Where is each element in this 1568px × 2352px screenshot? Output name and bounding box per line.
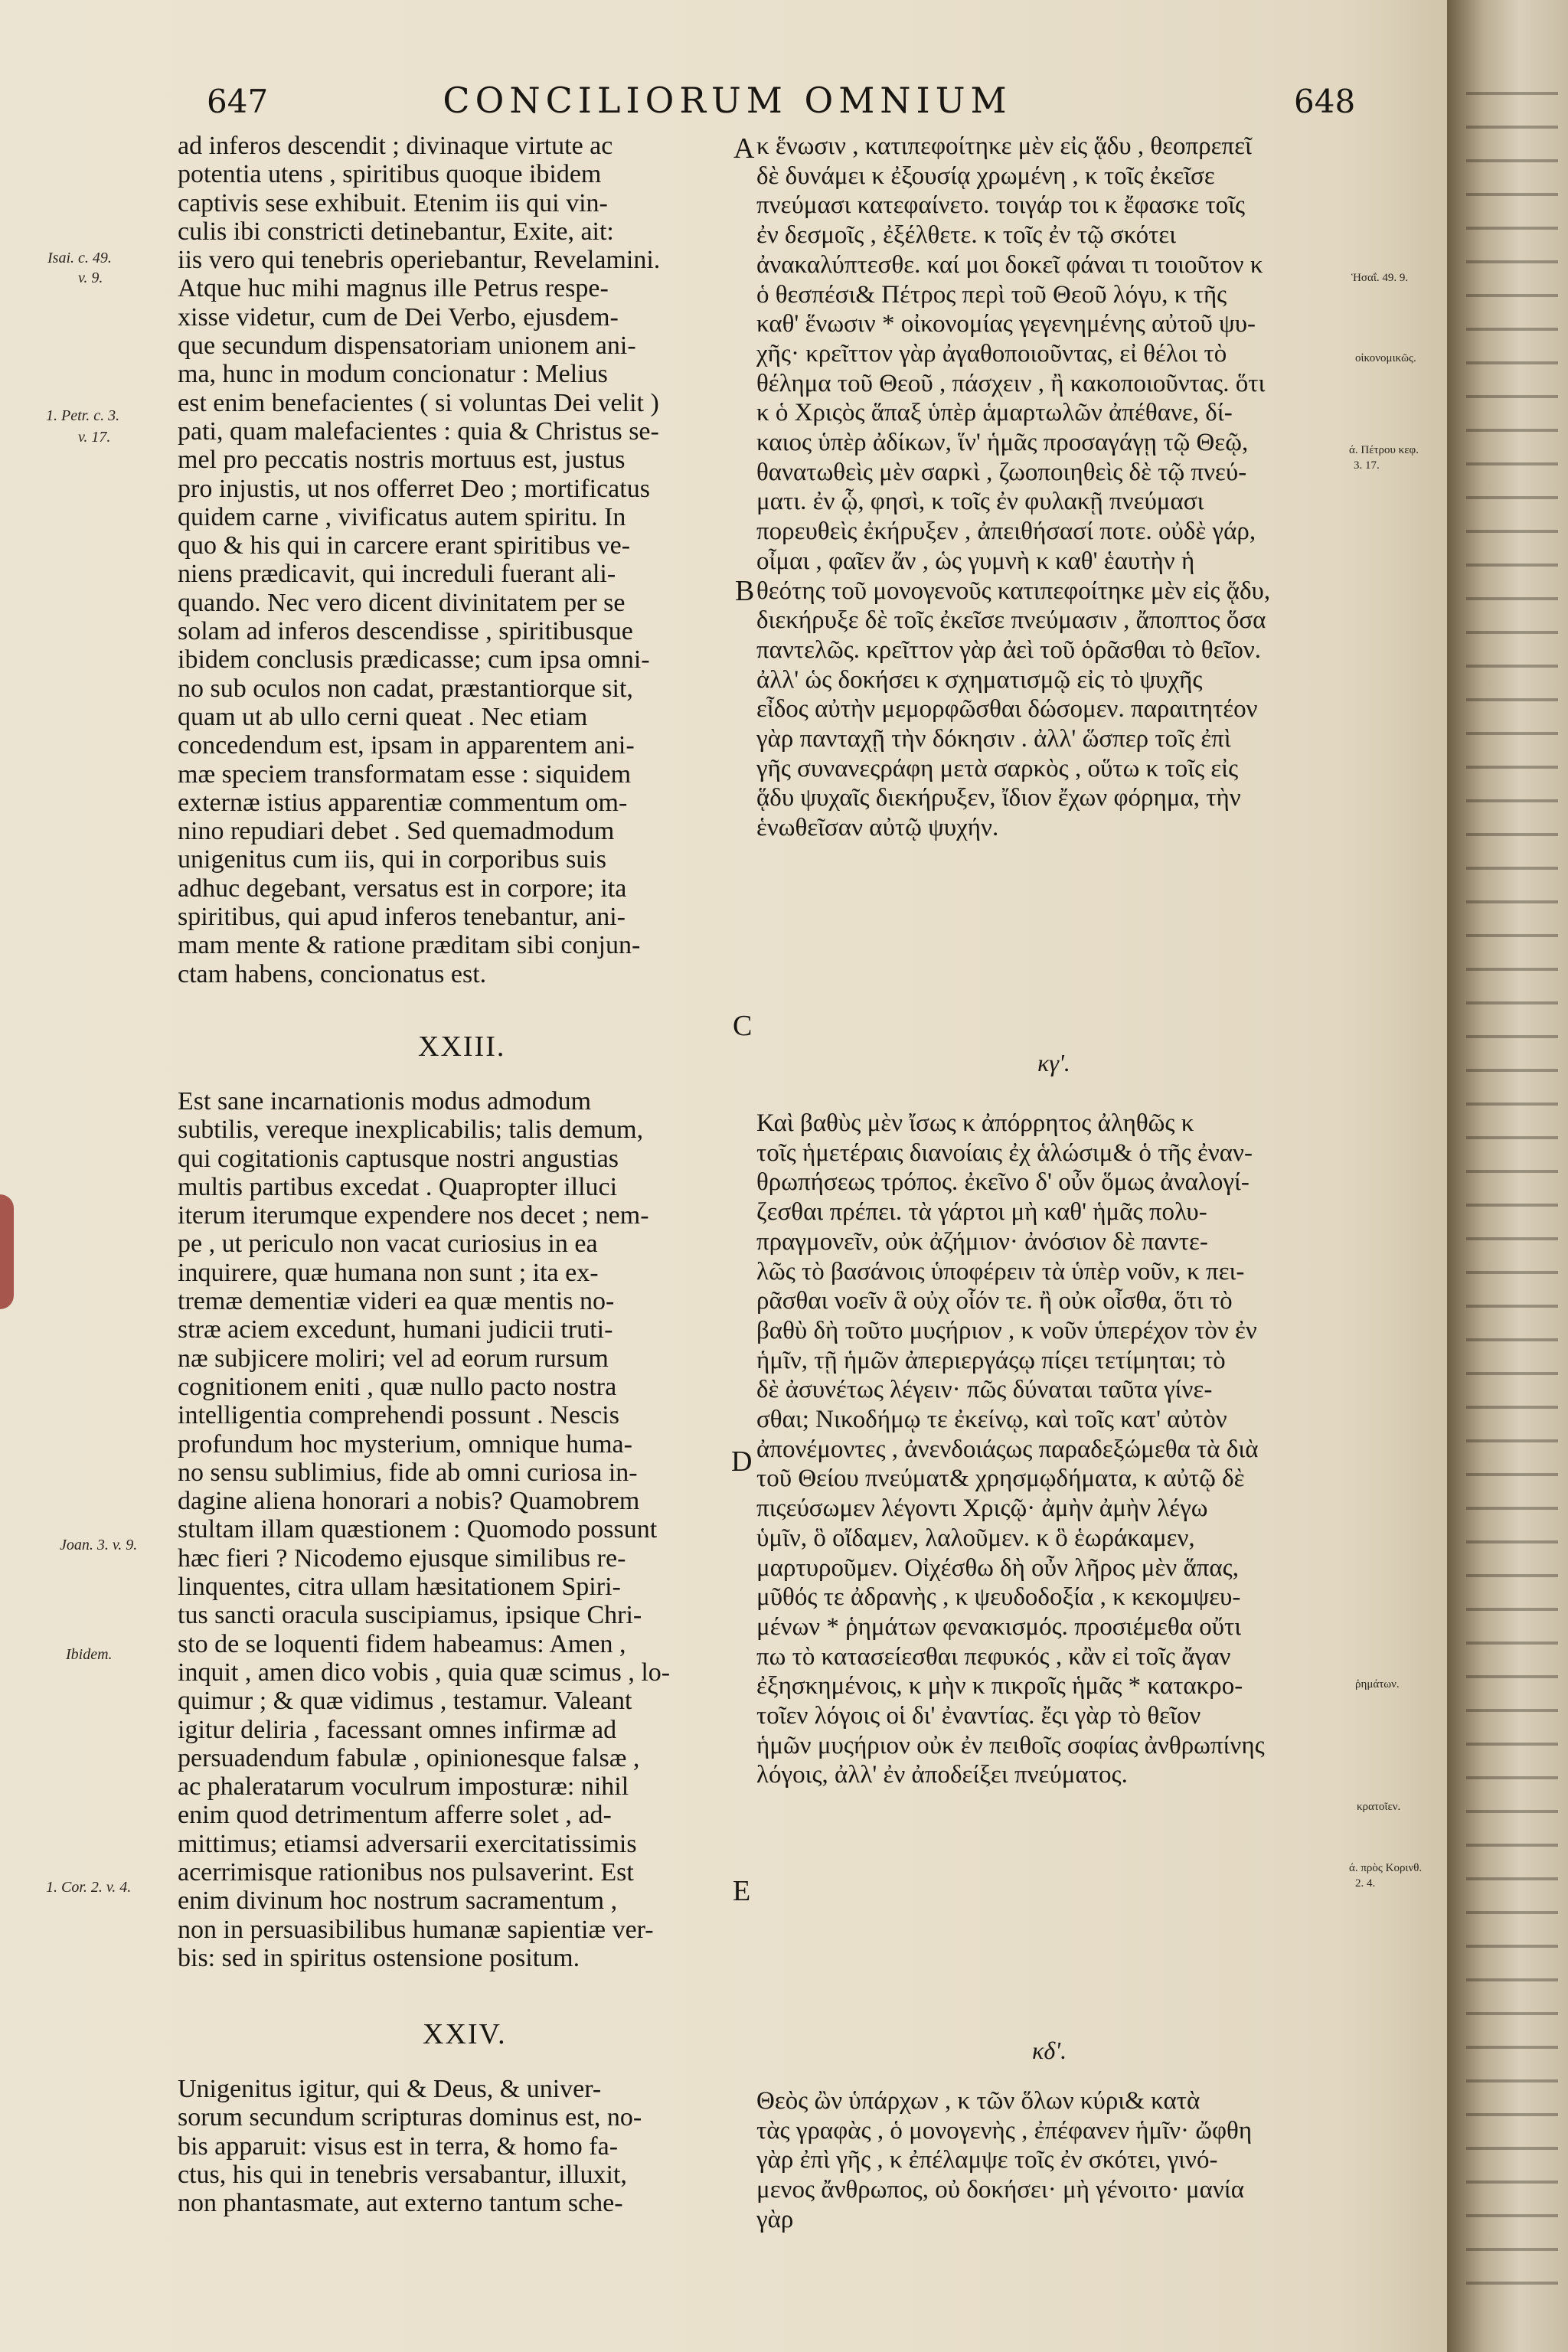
page-number-right: 648: [1294, 83, 1356, 120]
text-line: persuadendum fabulæ , opinionesque falsæ ,: [178, 1743, 640, 1772]
text-line: captivis sese exhibuit. Etenim iis qui vin-: [178, 188, 608, 217]
text-line: non in persuasibilibus humanæ sapientiæ ver-: [178, 1915, 654, 1944]
text-line: ρᾶσθαι νοεῖν ἃ οὐχ οἷόν τε. ἢ οὐκ οἶσθα, ὅτι τὸ: [756, 1287, 1233, 1315]
text-line: τοῦ Θείου πνεύματ& χρησμῳδήματα, κ αὐτῷ δὲ: [756, 1465, 1245, 1493]
text-line: non phantasmate, aut externo tantum sche-: [178, 2189, 623, 2218]
text-line: θέλημα τοῦ Θεοῦ , πάσχειν , ἢ κακοποιοῦντας. ὅτι: [756, 369, 1266, 397]
text-line: κ ἕνωσιν , κατιπεφοίτηκε μὲν εἰς ᾅδυ , θεοπρεπεῖ: [756, 132, 1252, 160]
text-line: inquit , amen dico vobis , quia quæ scimus , lo-: [178, 1658, 671, 1687]
text-line: igitur deliria , facessant omnes infirmæ ad: [178, 1715, 617, 1744]
text-line: λόγοις, ἀλλ' ἐν ἀποδείξει πνεύματος.: [756, 1761, 1128, 1789]
text-line: quidem carne , vivificatus autem spiritu. In: [178, 502, 626, 531]
text-line: stræ aciem excedunt, humani judicii truti-: [178, 1315, 613, 1344]
text-line: γὰρ ἐπὶ γῆς , κ ἐπέλαμψε τοῖς ἐν σκότει, γινό-: [756, 2146, 1218, 2174]
text-line: externæ istius apparentiæ commentum om-: [178, 788, 628, 817]
text-line: χῆς· κρεῖττον γὰρ ἀγαθοποιοῦντας, εἰ θέλοι τὸ: [756, 339, 1227, 368]
text-line: θρωπήσεως τρόπος. ἐκεῖνο δ' οὖν ὅμως ἀναλογί-: [756, 1168, 1250, 1197]
text-line: sorum secundum scripturas dominus est, no-: [178, 2103, 642, 2132]
text-line: tremæ dementiæ videri ea quæ mentis no-: [178, 1287, 615, 1316]
margin-note-petr-verse: v. 17.: [78, 429, 111, 446]
text-line: πω τὸ κατασείεσθαι πεφυκός , κἂν εἰ τοῖς ἄγαν: [756, 1642, 1231, 1671]
text-line: θανατωθεὶς μὲν σαρκὶ , ζωοποιηθεὶς δὲ τῷ πνεύ-: [756, 458, 1247, 486]
text-line: λῶς τὸ βασάνοις ὑποφέρειν τὰ ὑπὲρ νοῦν, κ πει-: [756, 1257, 1245, 1285]
text-line: τοῖς ἡμετέραις διανοίαις ἐχ ἁλώσιμ& ὁ τῆς ἐναν-: [756, 1138, 1253, 1167]
text-line: Atque huc mihi magnus ille Petrus respe-: [178, 274, 609, 303]
text-line: mæ speciem transformatam esse : siquidem: [178, 760, 632, 789]
text-line: pati, quam malefacientes : quia & Christus se-: [178, 416, 659, 446]
text-line: pro injustis, ut nos offerret Deo ; mortificatus: [178, 474, 650, 503]
latin-block-middle: [178, 1087, 727, 1972]
text-line: quimur ; & quæ vidimus , testamur. Valeant: [178, 1687, 632, 1716]
margin-note-cor: 1. Cor. 2. v. 4.: [46, 1879, 132, 1896]
text-line: καθ' ἕνωσιν * οἰκονομίας γεγενημένης αὐτοῦ ψυ-: [756, 310, 1256, 338]
text-line: bis: sed in spiritus ostensione positum.: [178, 1943, 580, 1972]
text-line: intelligentia comprehendi possunt . Nescis: [178, 1401, 619, 1430]
text-line: sto de se loquenti fidem habeamus: Amen ,: [178, 1629, 626, 1658]
text-line: πραγμονεῖν, οὐκ ἀζήμιον· ἀνόσιον δὲ παντε-: [756, 1227, 1208, 1256]
text-line: concedendum est, ipsam in apparentem ani-: [178, 731, 635, 760]
text-line: γῆς συνανεςράφη μετὰ σαρκὸς , οὕτω κ τοῖς εἰς: [756, 754, 1239, 782]
text-line: διεκήρυξε δὲ τοῖς ἐκεῖσε πνεύμασιν , ἄποπτος ὅσα: [756, 606, 1266, 635]
text-line: linquentes, citra ullam hæsitationem Spiri-: [178, 1573, 621, 1602]
margin-note-hsai: Ἡσαΐ. 49. 9.: [1351, 272, 1409, 284]
latin-block-top: [178, 132, 727, 988]
text-line: μῦθός τε ἀδρανὴς , κ ψευδοδοξία , κ κεκομψευ-: [756, 1583, 1241, 1612]
text-line: quam ut ab ullo cerni queat . Nec etiam: [178, 702, 588, 731]
text-line: unigenitus cum iis, qui in corporibus suis: [178, 845, 607, 874]
text-line: γὰρ: [756, 2205, 794, 2233]
text-line: ad inferos descendit ; divinaque virtute ac: [178, 132, 613, 160]
greek-block-top: [756, 132, 1346, 843]
text-line: καιος ὑπὲρ ἀδίκων, ἵν' ἡμᾶς προσαγάγῃ τῷ Θεῷ,: [756, 429, 1249, 457]
text-line: πιςεύσωμεν λέγοντι Χριςῷ· ἀμὴν ἀμὴν λέγω: [756, 1494, 1208, 1523]
text-line: quando. Nec vero dicent divinitatem per se: [178, 588, 626, 617]
text-line: ac phaleratarum voculrum imposturæ: nihil: [178, 1772, 629, 1802]
text-line: ibidem conclusis prædicasse; cum ipsa omni-: [178, 645, 650, 675]
margin-note-ibidem: Ibidem.: [66, 1646, 113, 1663]
section-letter-d: D: [731, 1446, 753, 1478]
latin-block-bottom: [178, 2075, 727, 2217]
margin-note-isai: Isai. c. 49.: [47, 250, 112, 266]
text-line: no sub oculos non cadat, præstantiorque sit,: [178, 674, 633, 703]
text-line: ᾅδυ ψυχαῖς διεκήρυξεν, ἴδιον ἔχων φόρημα, τὴν: [756, 784, 1241, 812]
text-line: enim divinum hoc nostrum sacramentum ,: [178, 1886, 618, 1916]
text-line: ἀπονέμοντες , ἀνενδοιάςως παραδεξώμεθα τὰ διὰ: [756, 1435, 1259, 1463]
text-line: ἀλλ' ὡς δοκήσει κ σχηματισμῷ εἰς τὸ ψυχῆς: [756, 665, 1203, 694]
red-ink-mark: [0, 1194, 14, 1309]
margin-note-petrou-verse: 3. 17.: [1354, 459, 1380, 472]
text-line: mittimus; etiamsi adversarii exercitatissimis: [178, 1829, 637, 1858]
section-letter-c: C: [733, 1010, 753, 1042]
text-line: τὰς γραφὰς , ὁ μονογενὴς , ἐπέφανεν ἡμῖν· ὤφθη: [756, 2116, 1253, 2145]
text-line: οἶμαι , φαῖεν ἄν , ὡς γυμνὴ κ καθ' ἑαυτὴν ἡ: [756, 547, 1195, 575]
text-line: xisse videtur, cum de Dei Verbo, ejusdem-: [178, 302, 619, 332]
text-line: θεότης τοῦ μονογενοῦς κατιπεφοίτηκε μὲν εἰς ᾅδυ,: [756, 577, 1271, 605]
text-line: Unigenitus igitur, qui & Deus, & univer-: [178, 2075, 602, 2103]
text-line: inquirere, quæ humana non sunt ; ita ex-: [178, 1258, 599, 1287]
text-line: Θεὸς ὢν ὑπάρχων , κ τῶν ὅλων κύρι& κατὰ: [756, 2087, 1200, 2115]
text-line: εἶδος αὐτὴν μεμορφῶσθαι δώσομεν. παραιτητέον: [756, 695, 1258, 724]
text-line: hæc fieri ? Nicodemo ejusque similibus re-: [178, 1544, 626, 1573]
text-line: bis apparuit: visus est in terra, & homo fa-: [178, 2132, 619, 2161]
section-letter-a: A: [733, 132, 755, 165]
margin-note-krotoien: κρατοῖεν.: [1357, 1801, 1401, 1813]
text-line: σθαι; Νικοδήμῳ τε ἐκείνῳ, καὶ τοῖς κατ' αὐτὸν: [756, 1406, 1227, 1434]
text-line: ctam habens, concionatus est.: [178, 959, 487, 988]
greek-section-heading-24: κδ'.: [1032, 2037, 1067, 2064]
text-line: adhuc degebant, versatus est in corpore; ita: [178, 874, 627, 903]
text-line: niens prædicavit, qui increduli fuerant ali-: [178, 560, 616, 589]
page-number-left: 647: [207, 83, 269, 120]
text-line: γὰρ πανταχῇ τὴν δόκησιν . ἀλλ' ὥσπερ τοῖς ἐπὶ: [756, 725, 1231, 753]
text-line: ἡμῶν μυςήριον οὐκ ἐν πειθοῖς σοφίας ἀνθρωπίνης: [756, 1731, 1265, 1759]
text-line: iis vero qui tenebris operiebantur, Revelamini.: [178, 246, 661, 275]
text-line: παντελῶς. κρεῖττον γὰρ ἀεὶ τοῦ ὁρᾶσθαι τὸ θεῖον.: [756, 635, 1262, 664]
greek-block-bottom: [756, 2086, 1346, 2235]
text-line: ἡμῖν, τῇ ἡμῶν ἀπεριεργάςῳ πίςει τετίμηται; τὸ: [756, 1346, 1226, 1374]
section-letter-b: B: [735, 575, 755, 607]
text-line: mel pro peccatis nostris mortuus est, justus: [178, 446, 626, 475]
text-line: ἐξησκημένοις, κ μὴν κ πικροῖς ἡμᾶς * κατακρο-: [756, 1672, 1243, 1700]
text-line: mam mente & ratione præditam sibi conjun-: [178, 931, 641, 960]
running-title: CONCILIORUM OMNIUM: [443, 80, 1012, 121]
latin-section-heading-23: XXIII.: [418, 1031, 506, 1063]
text-line: est enim benefacientes ( si voluntas Dei velit ): [178, 388, 659, 417]
text-line: multis partibus excedat . Quapropter illuci: [178, 1172, 618, 1201]
text-line: spiritibus, qui apud inferos tenebantur, ani-: [178, 903, 626, 932]
text-line: que secundum dispensatoriam unionem ani-: [178, 332, 636, 361]
text-line: ἑνωθεῖσαν αὐτῷ ψυχήν.: [756, 814, 999, 842]
text-line: dagine aliena honorari a nobis? Quamobrem: [178, 1487, 640, 1516]
text-line: μαρτυροῦμεν. Οἰχέσθω δὴ οὖν λῆρος μὲν ἅπας,: [756, 1553, 1239, 1582]
text-line: μένων * ῥημάτων φενακισμός. προσιέμεθα οὔτι: [756, 1612, 1242, 1641]
text-line: δὲ δυνάμει κ ἐξουσίᾳ χρωμένη , κ τοῖς ἐκεῖσε: [756, 162, 1215, 190]
text-line: solam ad inferos descendisse , spiritibusque: [178, 617, 633, 646]
text-line: no sensu sublimius, fide ab omni curiosa in-: [178, 1458, 638, 1487]
margin-note-oikonomikos: οἰκονομικῶς.: [1355, 352, 1416, 364]
latin-section-heading-24: XXIV.: [423, 2018, 507, 2050]
text-line: tus sancti oracula suscipiamus, ipsique Chri-: [178, 1601, 642, 1630]
text-line: profundum hoc mysterium, omnique huma-: [178, 1429, 632, 1459]
text-line: nino repudiari debet . Sed quemadmodum: [178, 817, 615, 846]
text-line: iterum iterumque expendere nos decet ; nem-: [178, 1201, 649, 1230]
margin-note-isai-verse: v. 9.: [78, 270, 103, 286]
text-line: τοῖεν λόγοις οἱ δι' ἐναντίας. ἔςι γὰρ τὸ θεῖον: [756, 1702, 1201, 1730]
text-line: πορευθεὶς ἐκήρυξεν , ἀπειθήσασί ποτε. οὐδὲ γάρ,: [756, 518, 1256, 546]
text-line: ματι. ἐν ᾧ, φησὶ, κ τοῖς ἐν φυλακῇ πνεύμασι: [756, 488, 1204, 516]
text-line: Καὶ βαθὺς μὲν ἴσως κ ἀπόρρητος ἀληθῶς κ: [756, 1109, 1194, 1137]
text-line: pe , ut periculo non vacat curiosius in ea: [178, 1230, 598, 1259]
text-line: qui cogitationis captusque nostri angustias: [178, 1144, 619, 1173]
margin-note-rhematon: ῥημάτων.: [1355, 1678, 1400, 1690]
text-line: κ ὁ Χριςὸς ἅπαξ ὑπὲρ ἁμαρτωλῶν ἀπέθανε, δί-: [756, 399, 1233, 427]
text-line: ἐν δεσμοῖς , ἐξέλθετε. κ τοῖς ἐν τῷ σκότει: [756, 221, 1177, 250]
text-line: Est sane incarnationis modus admodum: [178, 1087, 592, 1116]
margin-note-petrou: ά. Πέτρου κεφ.: [1349, 444, 1419, 456]
text-line: ctus, his qui in tenebris versabantur, illuxit,: [178, 2160, 627, 2189]
text-line: πνεύμασι κατεφαίνετο. τοιγάρ τοι κ ἔφασκε τοῖς: [756, 191, 1246, 220]
text-line: ὑμῖν, ὃ οἴδαμεν, λαλοῦμεν. κ ὃ ἑωράκαμεν,: [756, 1524, 1195, 1552]
text-line: acerrimisque rationibus nos pulsaverint. Est: [178, 1858, 634, 1887]
text-line: βαθὺ δὴ τοῦτο μυςήριον , κ νοῦν ὑπερέχον τὸν ἐν: [756, 1316, 1257, 1344]
text-line: stultam illam quæstionem : Quomodo possunt: [178, 1515, 658, 1544]
margin-note-korinth: ά. πρὸς Κορινθ.: [1349, 1862, 1423, 1874]
facing-page-text-shadow: [1466, 92, 1558, 2312]
text-line: μενος ἄνθρωπος, οὐ δοκήσει· μὴ γένοιτο· μανία: [756, 2176, 1245, 2204]
greek-section-heading-23: κγ'.: [1037, 1049, 1070, 1076]
text-line: ὁ θεσπέσι& Πέτρος περὶ τοῦ Θεοῦ λόγυ, κ τῆς: [756, 280, 1227, 309]
text-line: δὲ ἀσυνέτως λέγειν· πῶς δύναται ταῦτα γίνε-: [756, 1376, 1213, 1404]
text-line: ζεσθαι πρέπει. τὰ γάρτοι μὴ καθ' ἡμᾶς πολυ-: [756, 1198, 1207, 1227]
text-line: enim quod detrimentum afferre solet , ad-: [178, 1801, 612, 1830]
section-letter-e: E: [733, 1875, 751, 1907]
text-line: potentia utens , spiritibus quoque ibidem: [178, 160, 602, 189]
text-line: quo & his qui in carcere erant spiritibus ve-: [178, 531, 631, 560]
text-line: culis ibi constricti detinebantur, Exite, ait:: [178, 217, 614, 246]
text-line: ἀνακαλύπτεσθε. καί μοι δοκεῖ φάναι τι τοιοῦτον κ: [756, 250, 1263, 279]
text-line: næ subjicere moliri; vel ad eorum rursum: [178, 1344, 609, 1373]
margin-note-petr: 1. Petr. c. 3.: [46, 407, 120, 424]
text-line: cognitionem eniti , quæ nullo pacto nostra: [178, 1372, 617, 1401]
text-line: subtilis, vereque inexplicabilis; talis demum,: [178, 1116, 644, 1145]
margin-note-korinth-verse: 2. 4.: [1355, 1877, 1376, 1890]
greek-block-middle: [756, 1109, 1346, 1790]
text-line: ma, hunc in modum concionatur : Melius: [178, 360, 608, 389]
margin-note-joan: Joan. 3. v. 9.: [60, 1537, 138, 1553]
